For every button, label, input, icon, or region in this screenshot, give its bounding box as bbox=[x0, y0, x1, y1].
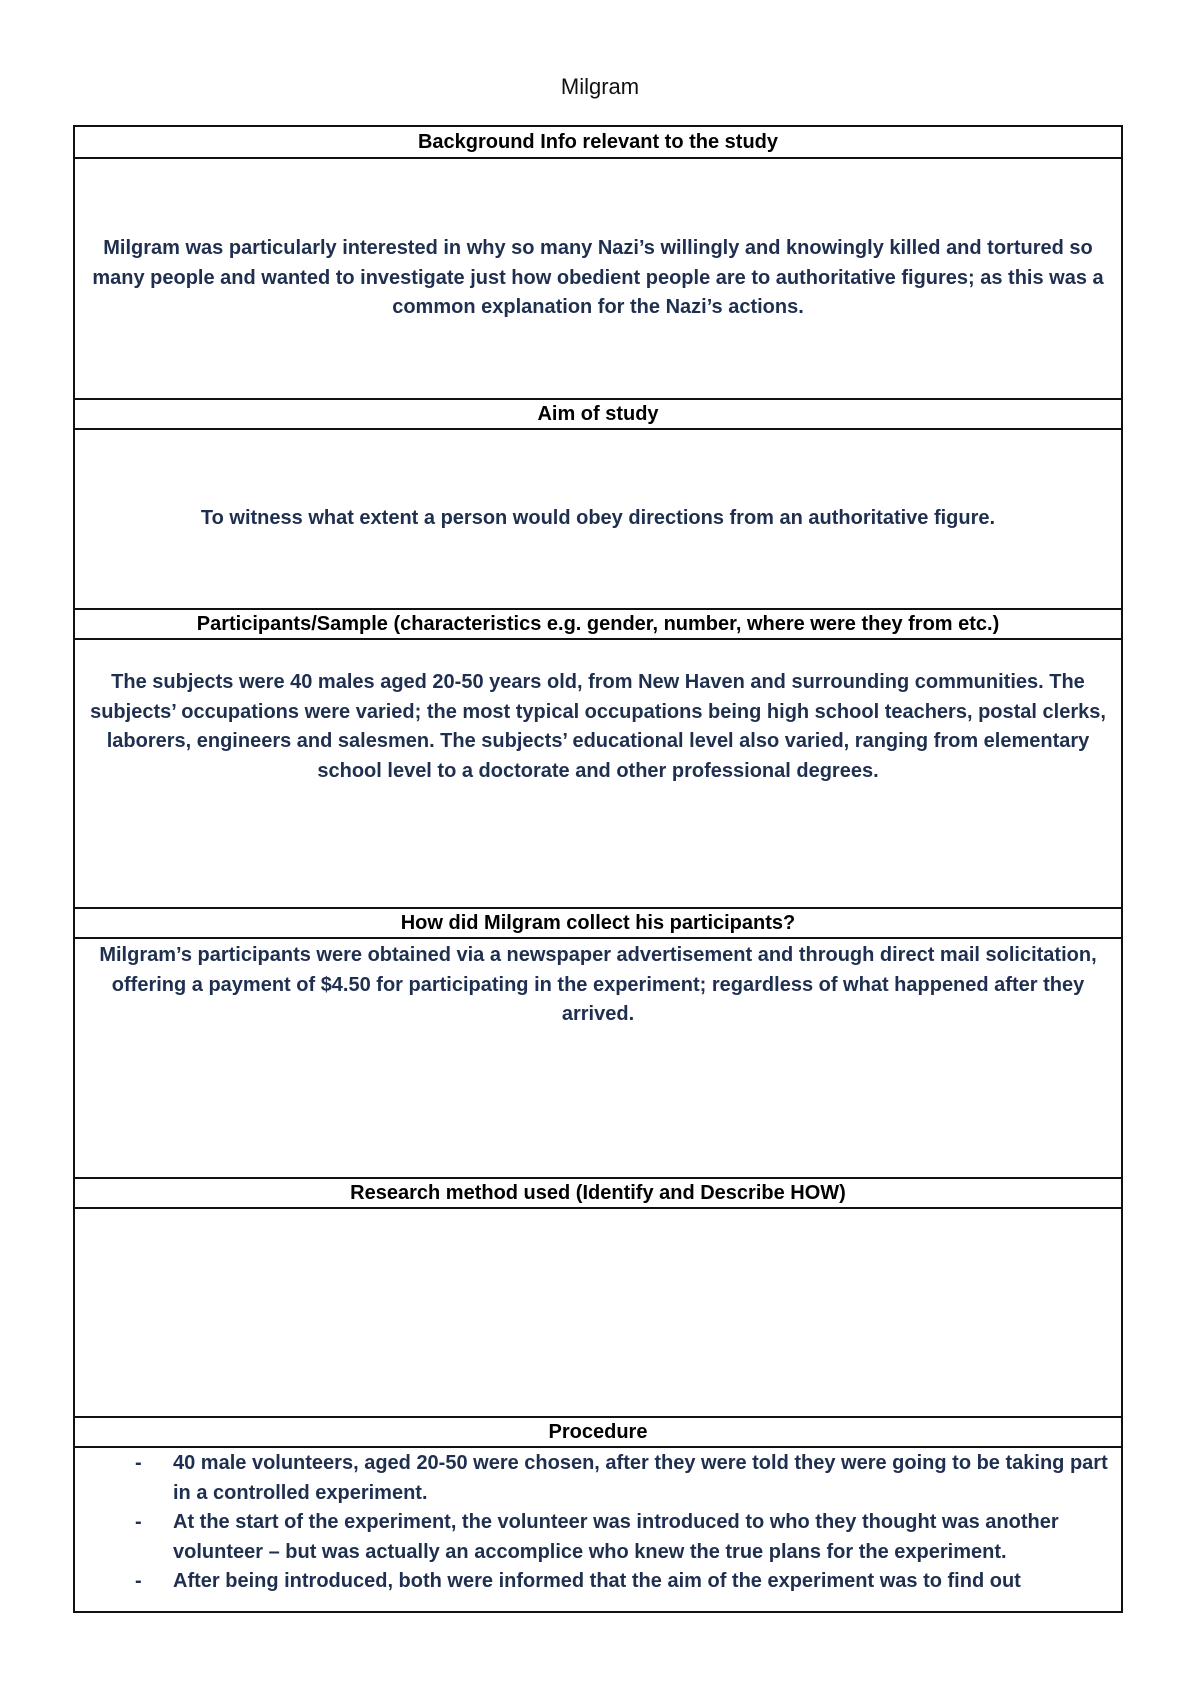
procedure-item: - After being introduced, both were informed that the aim of the experiment was to find out bbox=[135, 1567, 1109, 1597]
section-content-procedure bbox=[75, 1448, 1121, 1611]
section-heading-background: Background Info relevant to the study bbox=[75, 127, 1121, 159]
page-title: Milgram bbox=[560, 74, 640, 99]
section-content-recruitment bbox=[75, 939, 1121, 1177]
section-content-aim bbox=[75, 430, 1121, 608]
section-content-method bbox=[75, 1209, 1121, 1416]
section-heading-participants: Participants/Sample (characteristics e.g. gender, number, where were they from etc.) bbox=[75, 608, 1121, 640]
aim-text: To witness what extent a person would obey directions from an authoritative figure. bbox=[200, 507, 996, 530]
section-heading-aim: Aim of study bbox=[75, 398, 1121, 430]
background-text: Milgram was particularly interested in why so many Nazi’s willingly and knowingly killed and tortured so many people and wanted to investigate just how obedient people are to authoritative figures; as this was a common explanation for the Nazi’s actions. bbox=[92, 237, 1104, 319]
section-content-background bbox=[75, 159, 1121, 398]
procedure-item: - At the start of the experiment, the volunteer was introduced to who they thought was another volunteer – but was actually an accomplice who knew the true plans for the experiment. bbox=[135, 1508, 1109, 1567]
section-heading-recruitment: How did Milgram collect his participants? bbox=[75, 907, 1121, 939]
study-table bbox=[73, 125, 1123, 1613]
section-content-participants bbox=[75, 640, 1121, 907]
procedure-item: - 40 male volunteers, aged 20-50 were chosen, after they were told they were going to be taking part in a controlled experiment. bbox=[135, 1449, 1109, 1508]
recruitment-text: Milgram’s participants were obtained via a newspaper advertisement and through direct mail solicitation, offering a payment of $4.50 for participating in the experiment; regardless of what happened after they arrived. bbox=[99, 944, 1097, 1025]
procedure-list bbox=[87, 1449, 1109, 1597]
participants-text: The subjects were 40 males aged 20-50 years old, from New Haven and surrounding communities. The subjects’ occupations were varied; the most typical occupations being high school teachers, postal clerks, laborers, engineers and salesmen. The subjects’ educational level also varied, ranging from elementary school level to a doctorate and other professional degrees. bbox=[90, 671, 1106, 782]
section-heading-method: Research method used (Identify and Describe HOW) bbox=[75, 1177, 1121, 1209]
section-heading-procedure: Procedure bbox=[75, 1416, 1121, 1448]
